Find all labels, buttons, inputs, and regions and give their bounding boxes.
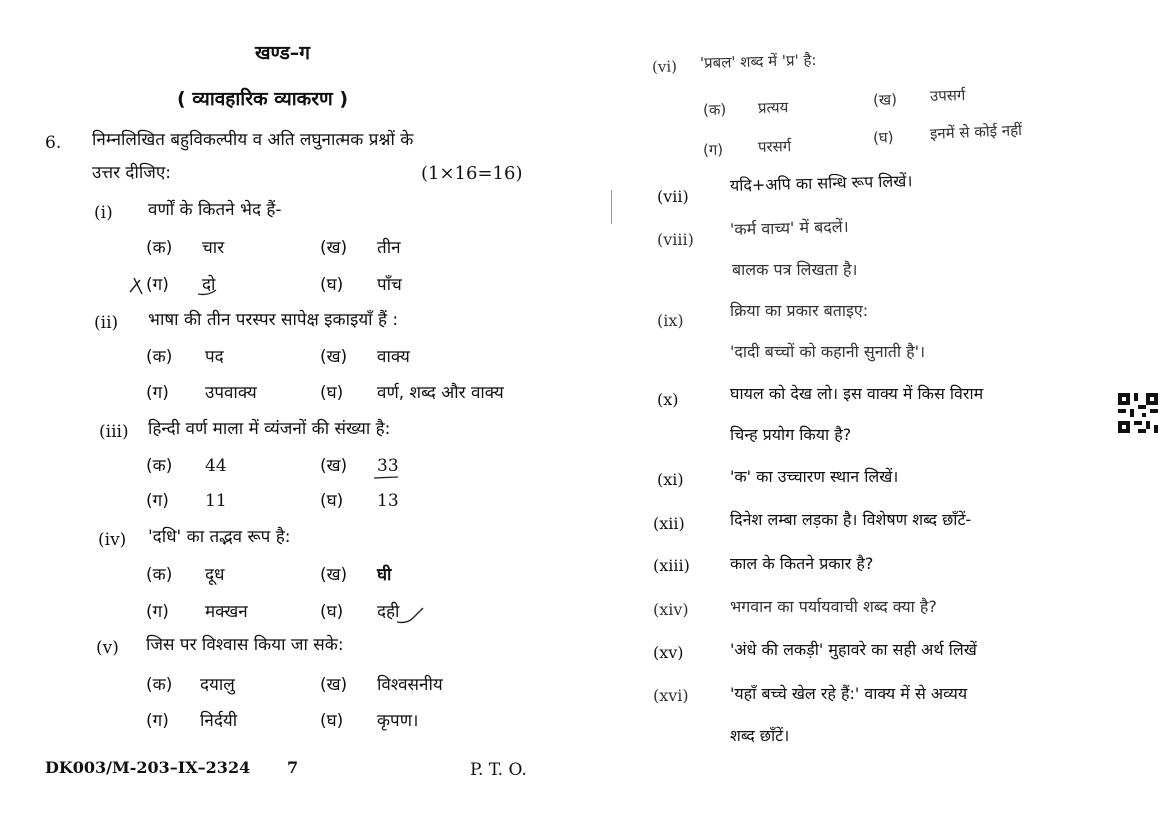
- sub-question-text: हिन्दी वर्ण माला में व्यंजनों की संख्या है:: [148, 419, 391, 439]
- option-label: (क): [146, 675, 173, 695]
- sub-question-text-line-2: बालक पत्र लिखता है।: [732, 260, 858, 279]
- option-label: (घ): [320, 383, 344, 403]
- sub-question-text: भगवान का पर्यायवाची शब्द क्या है?: [730, 597, 937, 616]
- handwritten-tick-mark: [395, 604, 427, 628]
- sub-question-number: (xv): [653, 643, 684, 662]
- sub-question-text: भाषा की तीन परस्पर सापेक्ष इकाइयाँ हैं :: [148, 310, 399, 330]
- option-label: (क): [146, 238, 173, 258]
- option-text: चार: [202, 238, 225, 258]
- sub-question-number: (xii): [653, 514, 685, 533]
- option-text: 44: [205, 456, 227, 476]
- question-number: 6.: [45, 133, 62, 153]
- option-label: (क): [146, 347, 173, 367]
- option-label: (ग): [702, 140, 724, 159]
- option-label: (ग): [146, 383, 169, 403]
- option-text: इनमें से कोई नहीं: [929, 120, 1023, 143]
- sub-question-text: क्रिया का प्रकार बताइए:: [730, 301, 869, 320]
- sub-question-text: 'कर्म वाच्य' में बदलें।: [729, 216, 849, 239]
- question-text-line-2: उत्तर दीजिए:: [92, 163, 171, 183]
- option-label: (घ): [320, 491, 344, 511]
- option-label: (ग): [146, 602, 169, 622]
- sub-question-text-line-2: शब्द छाँटें।: [730, 726, 790, 745]
- option-text: दयालु: [200, 675, 235, 695]
- sub-question-number: (ix): [657, 311, 684, 330]
- sub-question-text: जिस पर विश्वास किया जा सके:: [146, 635, 344, 655]
- option-label: (ग): [146, 711, 169, 731]
- sub-question-text: 'प्रबल' शब्द में 'प्र' है:: [699, 50, 817, 72]
- sub-question-number: (xvi): [653, 686, 689, 705]
- option-label: (क): [146, 456, 173, 476]
- option-text: 33: [377, 456, 399, 476]
- sub-question-number: (xiv): [653, 600, 689, 619]
- option-label: (घ): [320, 602, 344, 622]
- sub-question-text-line-2: चिन्ह प्रयोग किया है?: [730, 425, 852, 444]
- sub-question-text: 'क' का उच्चारण स्थान लिखें।: [730, 467, 899, 486]
- option-text: दो: [202, 275, 216, 295]
- sub-question-text: घायल को देख लो। इस वाक्य में किस विराम: [730, 384, 984, 403]
- option-text: मक्खन: [205, 602, 248, 622]
- option-text: घी: [377, 565, 392, 585]
- page-number: 7: [287, 758, 299, 777]
- option-text: पाँच: [377, 275, 402, 295]
- sub-question-text: 'दधि' का तद्भव रूप है:: [148, 527, 291, 547]
- section-title: खण्ड–ग: [255, 42, 310, 64]
- sub-question-text: 'यहाँ बच्चे खेल रहे हैं:' वाक्य में से अव्यय: [730, 684, 968, 703]
- option-label: (घ): [320, 275, 344, 295]
- pto-label: P. T. O.: [470, 760, 527, 780]
- sub-question-number: (iii): [99, 422, 129, 442]
- option-text: 11: [205, 491, 227, 511]
- option-label: (ख): [320, 456, 348, 476]
- option-text: दूध: [205, 565, 225, 585]
- option-text: परसर्ग: [757, 137, 792, 156]
- page-divider: [611, 190, 612, 224]
- option-label: (ख): [320, 347, 348, 367]
- option-text: वाक्य: [377, 347, 410, 367]
- sub-question-number: (i): [94, 203, 113, 223]
- option-label: (ख): [320, 238, 348, 258]
- option-label: (ख): [320, 675, 348, 695]
- question-text-line-1: निम्नलिखित बहुविकल्पीय व अति लघुनात्मक प्रश्नों के: [92, 130, 414, 150]
- section-subtitle: ( व्यावहारिक व्याकरण ): [177, 88, 349, 110]
- option-text: तीन: [377, 238, 401, 258]
- sub-question-number: (iv): [98, 530, 127, 550]
- sub-question-number: (vi): [651, 57, 678, 76]
- option-text: 13: [377, 491, 399, 511]
- marks: (1×16=16): [421, 163, 523, 184]
- sub-question-text: दिनेश लम्बा लड़का है। विशेषण शब्द छाँटें-: [730, 510, 972, 529]
- qr-code: [1118, 393, 1158, 433]
- handwritten-tick-mark: [128, 272, 228, 298]
- option-text: उपसर्ग: [929, 86, 966, 105]
- sub-question-text: काल के कितने प्रकार है?: [730, 554, 874, 573]
- handwritten-underline: [372, 474, 402, 482]
- sub-question-text-line-2: 'दादी बच्चों को कहानी सुनाती है'।: [730, 342, 926, 361]
- option-text: दही: [377, 602, 400, 622]
- paper-code: DK003/M-203–IX–2324: [45, 758, 251, 777]
- option-label: (ग): [146, 275, 169, 295]
- option-label: (क): [146, 565, 173, 585]
- sub-question-text: वर्णों के कितने भेद हैं-: [148, 200, 282, 220]
- sub-question-number: (xiii): [653, 556, 690, 575]
- option-text: कृपण।: [377, 711, 419, 731]
- sub-question-number: (ii): [94, 313, 119, 333]
- option-text: विश्वसनीय: [377, 675, 443, 695]
- option-text: प्रत्यय: [757, 98, 789, 117]
- option-label: (क): [702, 100, 727, 119]
- sub-question-number: (xi): [657, 470, 684, 489]
- sub-question-number: (v): [96, 638, 119, 658]
- option-label: (ख): [320, 565, 348, 585]
- option-text: पद: [205, 347, 224, 367]
- sub-question-number: (x): [657, 390, 679, 409]
- option-label: (ग): [146, 491, 169, 511]
- sub-question-number: (viii): [657, 230, 694, 249]
- option-label: (ख): [872, 90, 898, 109]
- sub-question-text: 'अंधे की लकड़ी' मुहावरे का सही अर्थ लिखें: [730, 640, 977, 659]
- option-text: उपवाक्य: [205, 383, 257, 403]
- option-label: (घ): [872, 128, 894, 147]
- option-text: निर्दयी: [200, 711, 238, 731]
- option-text: वर्ण, शब्द और वाक्य: [377, 383, 504, 403]
- option-label: (घ): [320, 711, 344, 731]
- sub-question-number: (vii): [657, 187, 689, 206]
- sub-question-text: यदि+अपि का सन्धि रूप लिखें।: [729, 171, 913, 195]
